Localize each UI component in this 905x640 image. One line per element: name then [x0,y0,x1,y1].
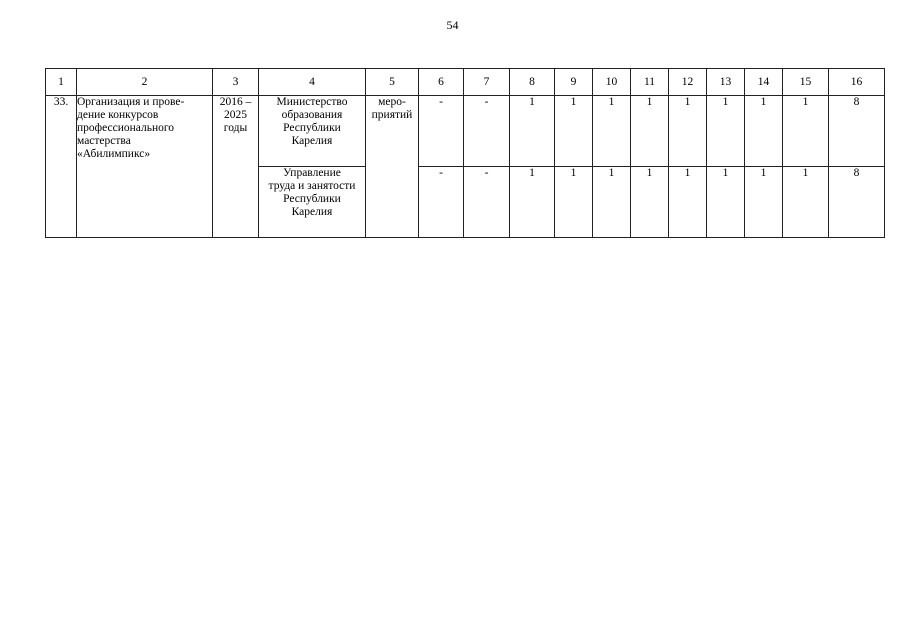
column-header: 7 [464,69,510,96]
value-cell: 1 [555,167,593,238]
activity-name-line: профессионального [77,122,175,134]
value-cell: 1 [745,96,783,167]
column-header: 2 [77,69,213,96]
column-header: 8 [510,69,555,96]
program-table [45,68,885,238]
executor-line: образования [281,109,343,121]
column-number-row [46,69,885,96]
value-cell: - [419,167,464,238]
column-header: 15 [783,69,829,96]
executor-cell [259,167,366,238]
column-header: 13 [707,69,745,96]
executor-line: Управление [283,167,341,179]
unit-line: меро- [378,96,406,108]
value-cell: 1 [631,96,669,167]
executor-line: Министерство [276,96,348,108]
activity-name-line: дение конкурсов [77,109,159,121]
activity-name-line: мастерства [77,135,131,147]
value-cell: 1 [669,96,707,167]
column-header: 16 [829,69,885,96]
value-cell: 1 [707,167,745,238]
executor-line: Республики [283,193,341,205]
period-line: 2016 – [219,96,252,108]
column-header: 11 [631,69,669,96]
activity-name-line: Организация и прове- [77,96,185,108]
column-header: 5 [366,69,419,96]
value-cell: 1 [593,167,631,238]
period-line: 2025 [224,109,247,121]
value-cell: 1 [745,167,783,238]
unit-cell [366,96,419,238]
page-number: 54 [446,18,459,32]
table-row [46,96,885,167]
activity-name-line: «Абилимпикс» [77,148,151,160]
unit-line: приятий [371,109,413,121]
value-cell: 1 [669,167,707,238]
total-cell: 8 [829,167,885,238]
value-cell: 1 [783,96,829,167]
activity-name [77,96,213,238]
column-header: 9 [555,69,593,96]
value-cell: 1 [593,96,631,167]
column-header: 6 [419,69,464,96]
column-header: 10 [593,69,631,96]
value-cell: - [464,167,510,238]
value-cell: 1 [707,96,745,167]
column-header: 14 [745,69,783,96]
column-header: 4 [259,69,366,96]
executor-line: Карелия [291,206,333,218]
value-cell: 1 [631,167,669,238]
period-line: годы [223,122,248,134]
executor-line: Республики [283,122,341,134]
column-header: 3 [213,69,259,96]
value-cell: 1 [555,96,593,167]
value-cell: 1 [510,96,555,167]
executor-line: труда и занятости [268,180,356,192]
period-cell [213,96,259,238]
column-header: 12 [669,69,707,96]
executor-cell [259,96,366,167]
value-cell: - [464,96,510,167]
value-cell: 1 [510,167,555,238]
column-header: 1 [46,69,77,96]
executor-line: Карелия [291,135,333,147]
value-cell: - [419,96,464,167]
value-cell: 1 [783,167,829,238]
row-number: 33. [46,96,77,238]
total-cell: 8 [829,96,885,167]
